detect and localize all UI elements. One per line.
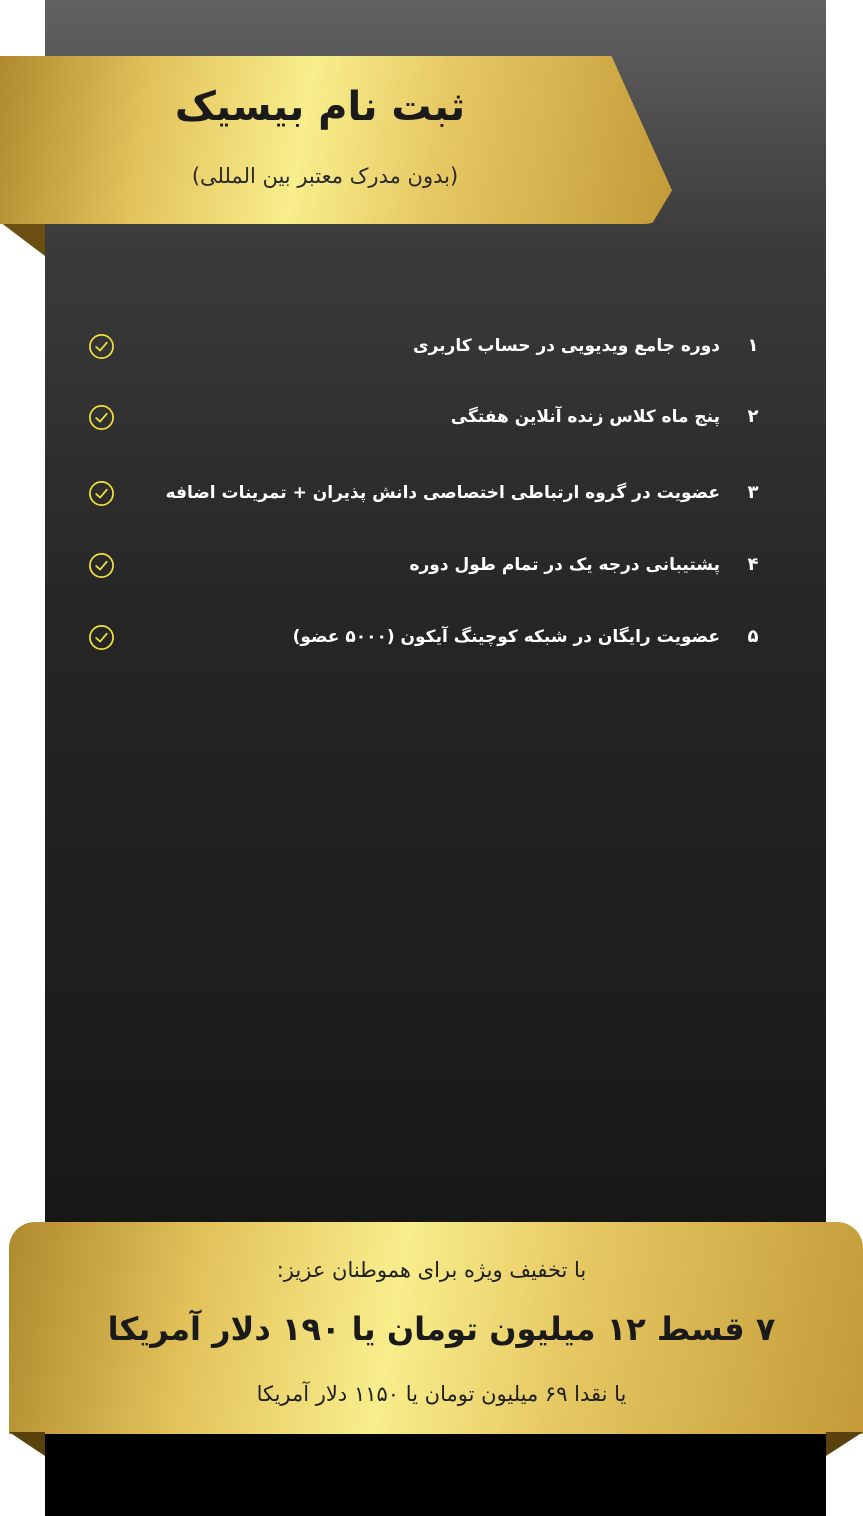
check-circle-icon: [88, 480, 115, 507]
feature-text: پشتیبانی درجه یک در تمام طول دوره: [409, 555, 720, 575]
price-installments: ۷ قسط ۱۲ میلیون تومان یا ۱۹۰ دلار آمریکا: [107, 1310, 776, 1348]
feature-item: [88, 399, 768, 435]
feature-item: [88, 328, 768, 364]
feature-text: دوره جامع ویدیویی در حساب کاربری: [413, 336, 720, 356]
ribbon-fold: [0, 222, 45, 256]
feature-number: ۳: [747, 482, 759, 503]
check-circle-icon: [88, 624, 115, 651]
check-circle-icon: [88, 404, 115, 431]
feature-item: [88, 547, 768, 583]
check-circle-icon: [88, 333, 115, 360]
feature-number: ۲: [747, 406, 759, 427]
feature-text: پنج ماه کلاس زنده آنلاین هفتگی: [450, 407, 720, 427]
feature-text: عضویت در گروه ارتباطی اختصاصی دانش پذیران + تمرینات اضافه: [165, 483, 720, 503]
ribbon-fold-left: [9, 1432, 45, 1456]
feature-item: [88, 475, 768, 511]
ribbon-fold-right: [826, 1432, 863, 1456]
feature-text: عضویت رایگان در شبکه کوچینگ آیکون (۵۰۰۰ عضو): [292, 627, 720, 647]
header-ribbon: [0, 56, 672, 224]
feature-number: ۴: [747, 554, 759, 575]
card-footer: [45, 1432, 826, 1516]
feature-number: ۵: [747, 626, 759, 647]
feature-item: [88, 619, 768, 655]
price-intro: با تخفیف ویژه برای هموطنان عزیز:: [276, 1258, 587, 1282]
plan-title: ثبت نام بیسیک: [174, 84, 466, 130]
price-cash: یا نقدا ۶۹ میلیون تومان یا ۱۱۵۰ دلار آمریکا: [256, 1382, 627, 1406]
check-circle-icon: [88, 552, 115, 579]
plan-subtitle: (بدون مدرک معتبر بین المللی): [191, 164, 459, 188]
feature-number: ۱: [747, 335, 759, 356]
